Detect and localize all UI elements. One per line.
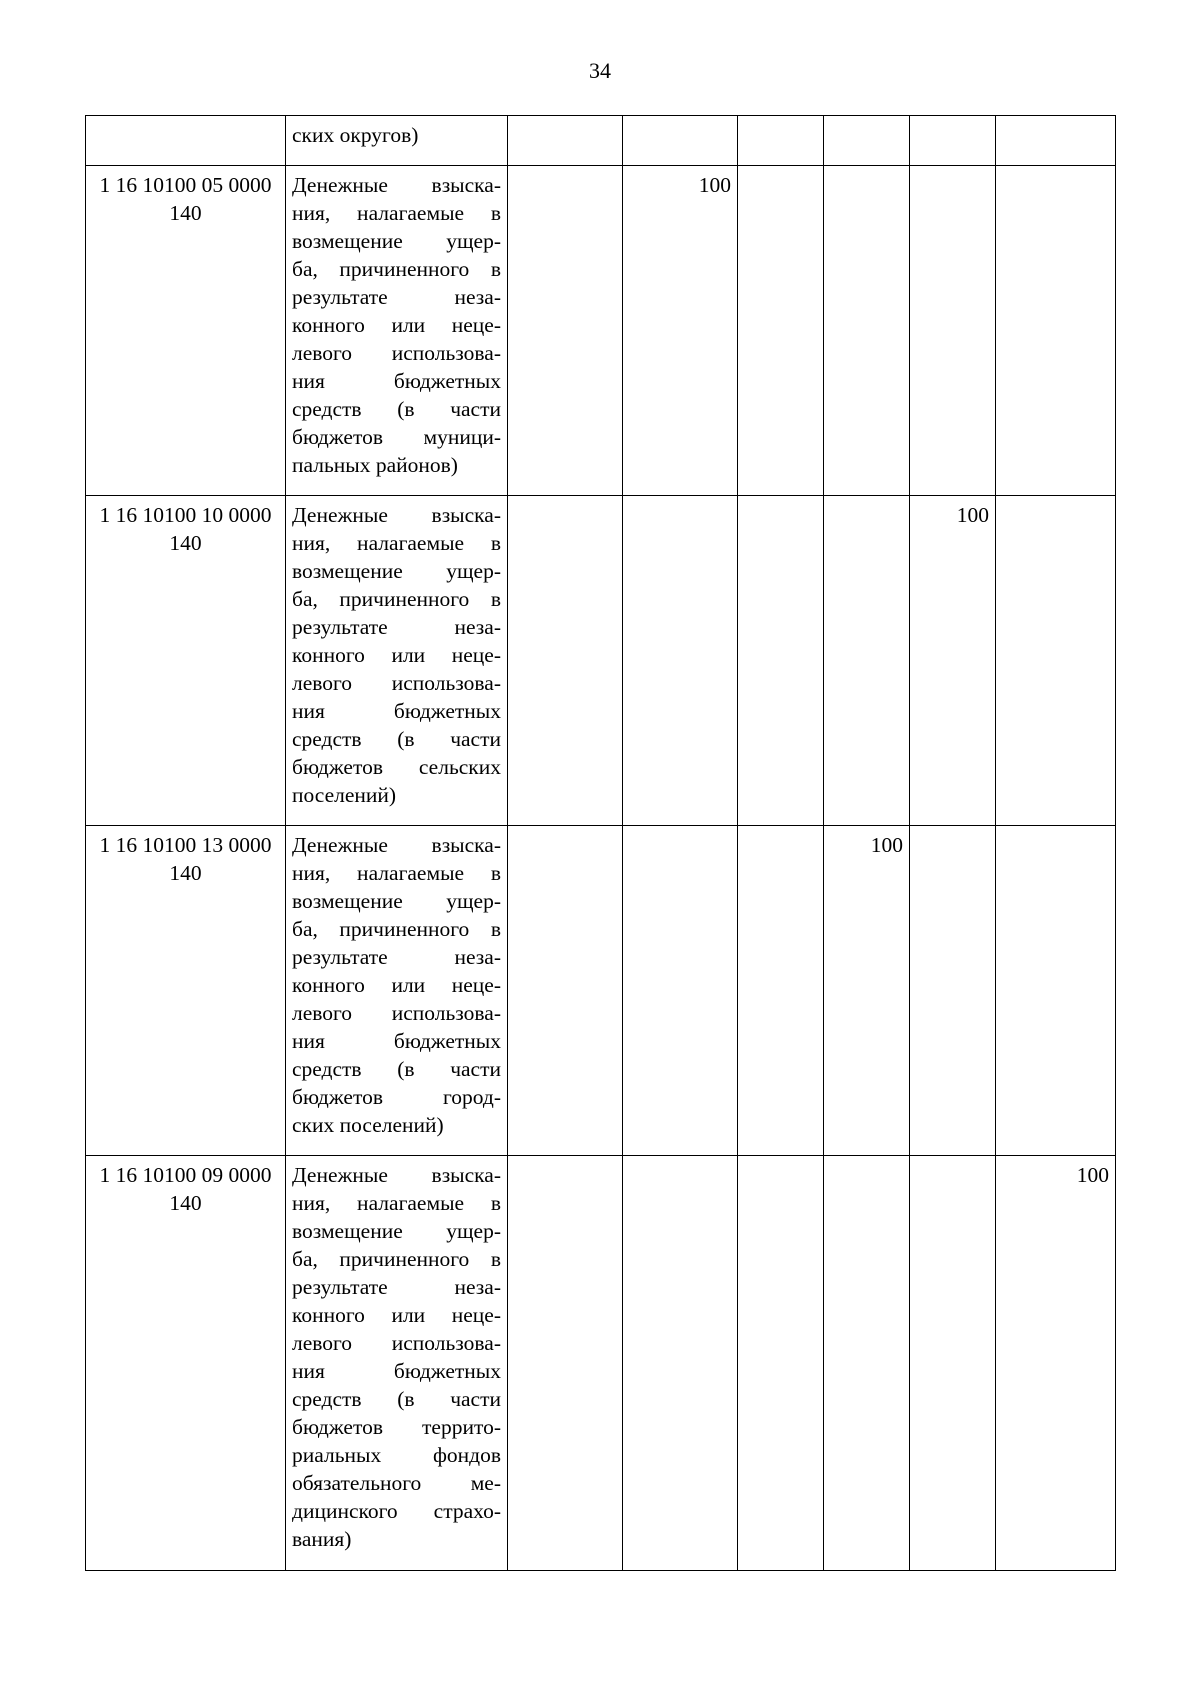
percent-value-cell bbox=[910, 166, 996, 496]
percent-value-cell bbox=[738, 116, 824, 166]
income-name-cell bbox=[286, 496, 508, 826]
income-name-line: возмещение ущер- bbox=[292, 1219, 501, 1243]
table-row bbox=[86, 496, 1116, 826]
income-name-line: результате неза- bbox=[292, 285, 501, 309]
income-name-line: результате неза- bbox=[292, 1275, 501, 1299]
percent-value-cell bbox=[508, 496, 623, 826]
income-name-line: Денежные взыска- bbox=[292, 503, 501, 527]
income-name-line: возмещение ущер- bbox=[292, 889, 501, 913]
budget-code-cell: 1 16 10100 13 0000 140 bbox=[86, 826, 286, 1156]
income-name-line: результате неза- bbox=[292, 945, 501, 969]
percent-value-cell bbox=[738, 826, 824, 1156]
percent-value-cell bbox=[910, 1156, 996, 1571]
percent-value-cell bbox=[623, 116, 738, 166]
income-name-line: бюджетов террито- bbox=[292, 1415, 501, 1439]
percent-value-cell bbox=[910, 116, 996, 166]
income-name-line: средств (в части bbox=[292, 1387, 501, 1411]
percent-value-cell bbox=[738, 496, 824, 826]
percent-value-cell bbox=[824, 496, 910, 826]
income-name-line: возмещение ущер- bbox=[292, 559, 501, 583]
percent-value-cell: 100 bbox=[910, 496, 996, 826]
income-name-cell bbox=[286, 826, 508, 1156]
income-name-line: Денежные взыска- bbox=[292, 1163, 501, 1187]
table-row bbox=[86, 116, 1116, 166]
budget-code-cell bbox=[86, 116, 286, 166]
percent-value-cell bbox=[996, 166, 1116, 496]
budget-table bbox=[85, 115, 1116, 1571]
page-number: 34 bbox=[589, 58, 611, 83]
table-row bbox=[86, 826, 1116, 1156]
income-name-line: ния бюджетных bbox=[292, 369, 501, 393]
income-name-line: конного или неце- bbox=[292, 1303, 501, 1327]
income-name-line: ния, налагаемые в bbox=[292, 861, 501, 885]
percent-value-cell bbox=[996, 826, 1116, 1156]
budget-code-cell: 1 16 10100 05 0000 140 bbox=[86, 166, 286, 496]
percent-value-cell bbox=[508, 1156, 623, 1571]
income-name-line: ния, налагаемые в bbox=[292, 1191, 501, 1215]
percent-value-cell bbox=[996, 496, 1116, 826]
percent-value-cell: 100 bbox=[824, 826, 910, 1156]
percent-value-cell bbox=[623, 496, 738, 826]
percent-value-cell bbox=[738, 1156, 824, 1571]
income-name-line: левого использова- bbox=[292, 341, 501, 365]
percent-value-cell bbox=[623, 1156, 738, 1571]
income-name-line: средств (в части bbox=[292, 727, 501, 751]
income-name-line: риальных фондов bbox=[292, 1443, 501, 1467]
income-name-line: ния, налагаемые в bbox=[292, 201, 501, 225]
income-name-line: ских округов) bbox=[292, 123, 419, 147]
income-name-line: возмещение ущер- bbox=[292, 229, 501, 253]
income-name-line: ба, причиненного в bbox=[292, 257, 501, 281]
table-row bbox=[86, 1156, 1116, 1571]
percent-value-cell: 100 bbox=[623, 166, 738, 496]
percent-value-cell bbox=[508, 166, 623, 496]
income-name-line: ния бюджетных bbox=[292, 1029, 501, 1053]
income-name-line: Денежные взыска- bbox=[292, 833, 501, 857]
budget-code-cell: 1 16 10100 09 0000 140 bbox=[86, 1156, 286, 1571]
table-row bbox=[86, 166, 1116, 496]
income-name-line: средств (в части bbox=[292, 1057, 501, 1081]
income-name-line: Денежные взыска- bbox=[292, 173, 501, 197]
income-name-line: конного или неце- bbox=[292, 313, 501, 337]
table-body bbox=[86, 116, 1116, 1571]
income-name-line: конного или неце- bbox=[292, 973, 501, 997]
income-name-line: поселений) bbox=[292, 783, 397, 807]
income-name-cell bbox=[286, 166, 508, 496]
income-name-line: ния бюджетных bbox=[292, 1359, 501, 1383]
income-name-line: бюджетов город- bbox=[292, 1085, 501, 1109]
income-name-line: конного или неце- bbox=[292, 643, 501, 667]
income-name-line: обязательного ме- bbox=[292, 1471, 501, 1495]
income-name-line: ба, причиненного в bbox=[292, 917, 501, 941]
income-name-line: средств (в части bbox=[292, 397, 501, 421]
percent-value-cell bbox=[996, 116, 1116, 166]
income-name-line: ба, причиненного в bbox=[292, 1247, 501, 1271]
percent-value-cell bbox=[508, 826, 623, 1156]
income-name-line: левого использова- bbox=[292, 671, 501, 695]
income-name-line: результате неза- bbox=[292, 615, 501, 639]
income-name-line: ния, налагаемые в bbox=[292, 531, 501, 555]
income-name-cell bbox=[286, 116, 508, 166]
income-name-line: ба, причиненного в bbox=[292, 587, 501, 611]
percent-value-cell bbox=[824, 166, 910, 496]
percent-value-cell bbox=[824, 116, 910, 166]
percent-value-cell bbox=[824, 1156, 910, 1571]
percent-value-cell bbox=[623, 826, 738, 1156]
percent-value-cell: 100 bbox=[996, 1156, 1116, 1571]
income-name-line: левого использова- bbox=[292, 1331, 501, 1355]
income-name-line: ния бюджетных bbox=[292, 699, 501, 723]
budget-code-cell: 1 16 10100 10 0000 140 bbox=[86, 496, 286, 826]
income-name-cell bbox=[286, 1156, 508, 1571]
income-name-line: ских поселений) bbox=[292, 1113, 444, 1137]
income-name-line: левого использова- bbox=[292, 1001, 501, 1025]
percent-value-cell bbox=[910, 826, 996, 1156]
income-name-line: дицинского страхо- bbox=[292, 1499, 501, 1523]
percent-value-cell bbox=[738, 166, 824, 496]
income-name-line: вания) bbox=[292, 1527, 352, 1551]
income-name-line: бюджетов муници- bbox=[292, 425, 501, 449]
percent-value-cell bbox=[508, 116, 623, 166]
income-name-line: пальных районов) bbox=[292, 453, 458, 477]
income-name-line: бюджетов сельских bbox=[292, 755, 501, 779]
